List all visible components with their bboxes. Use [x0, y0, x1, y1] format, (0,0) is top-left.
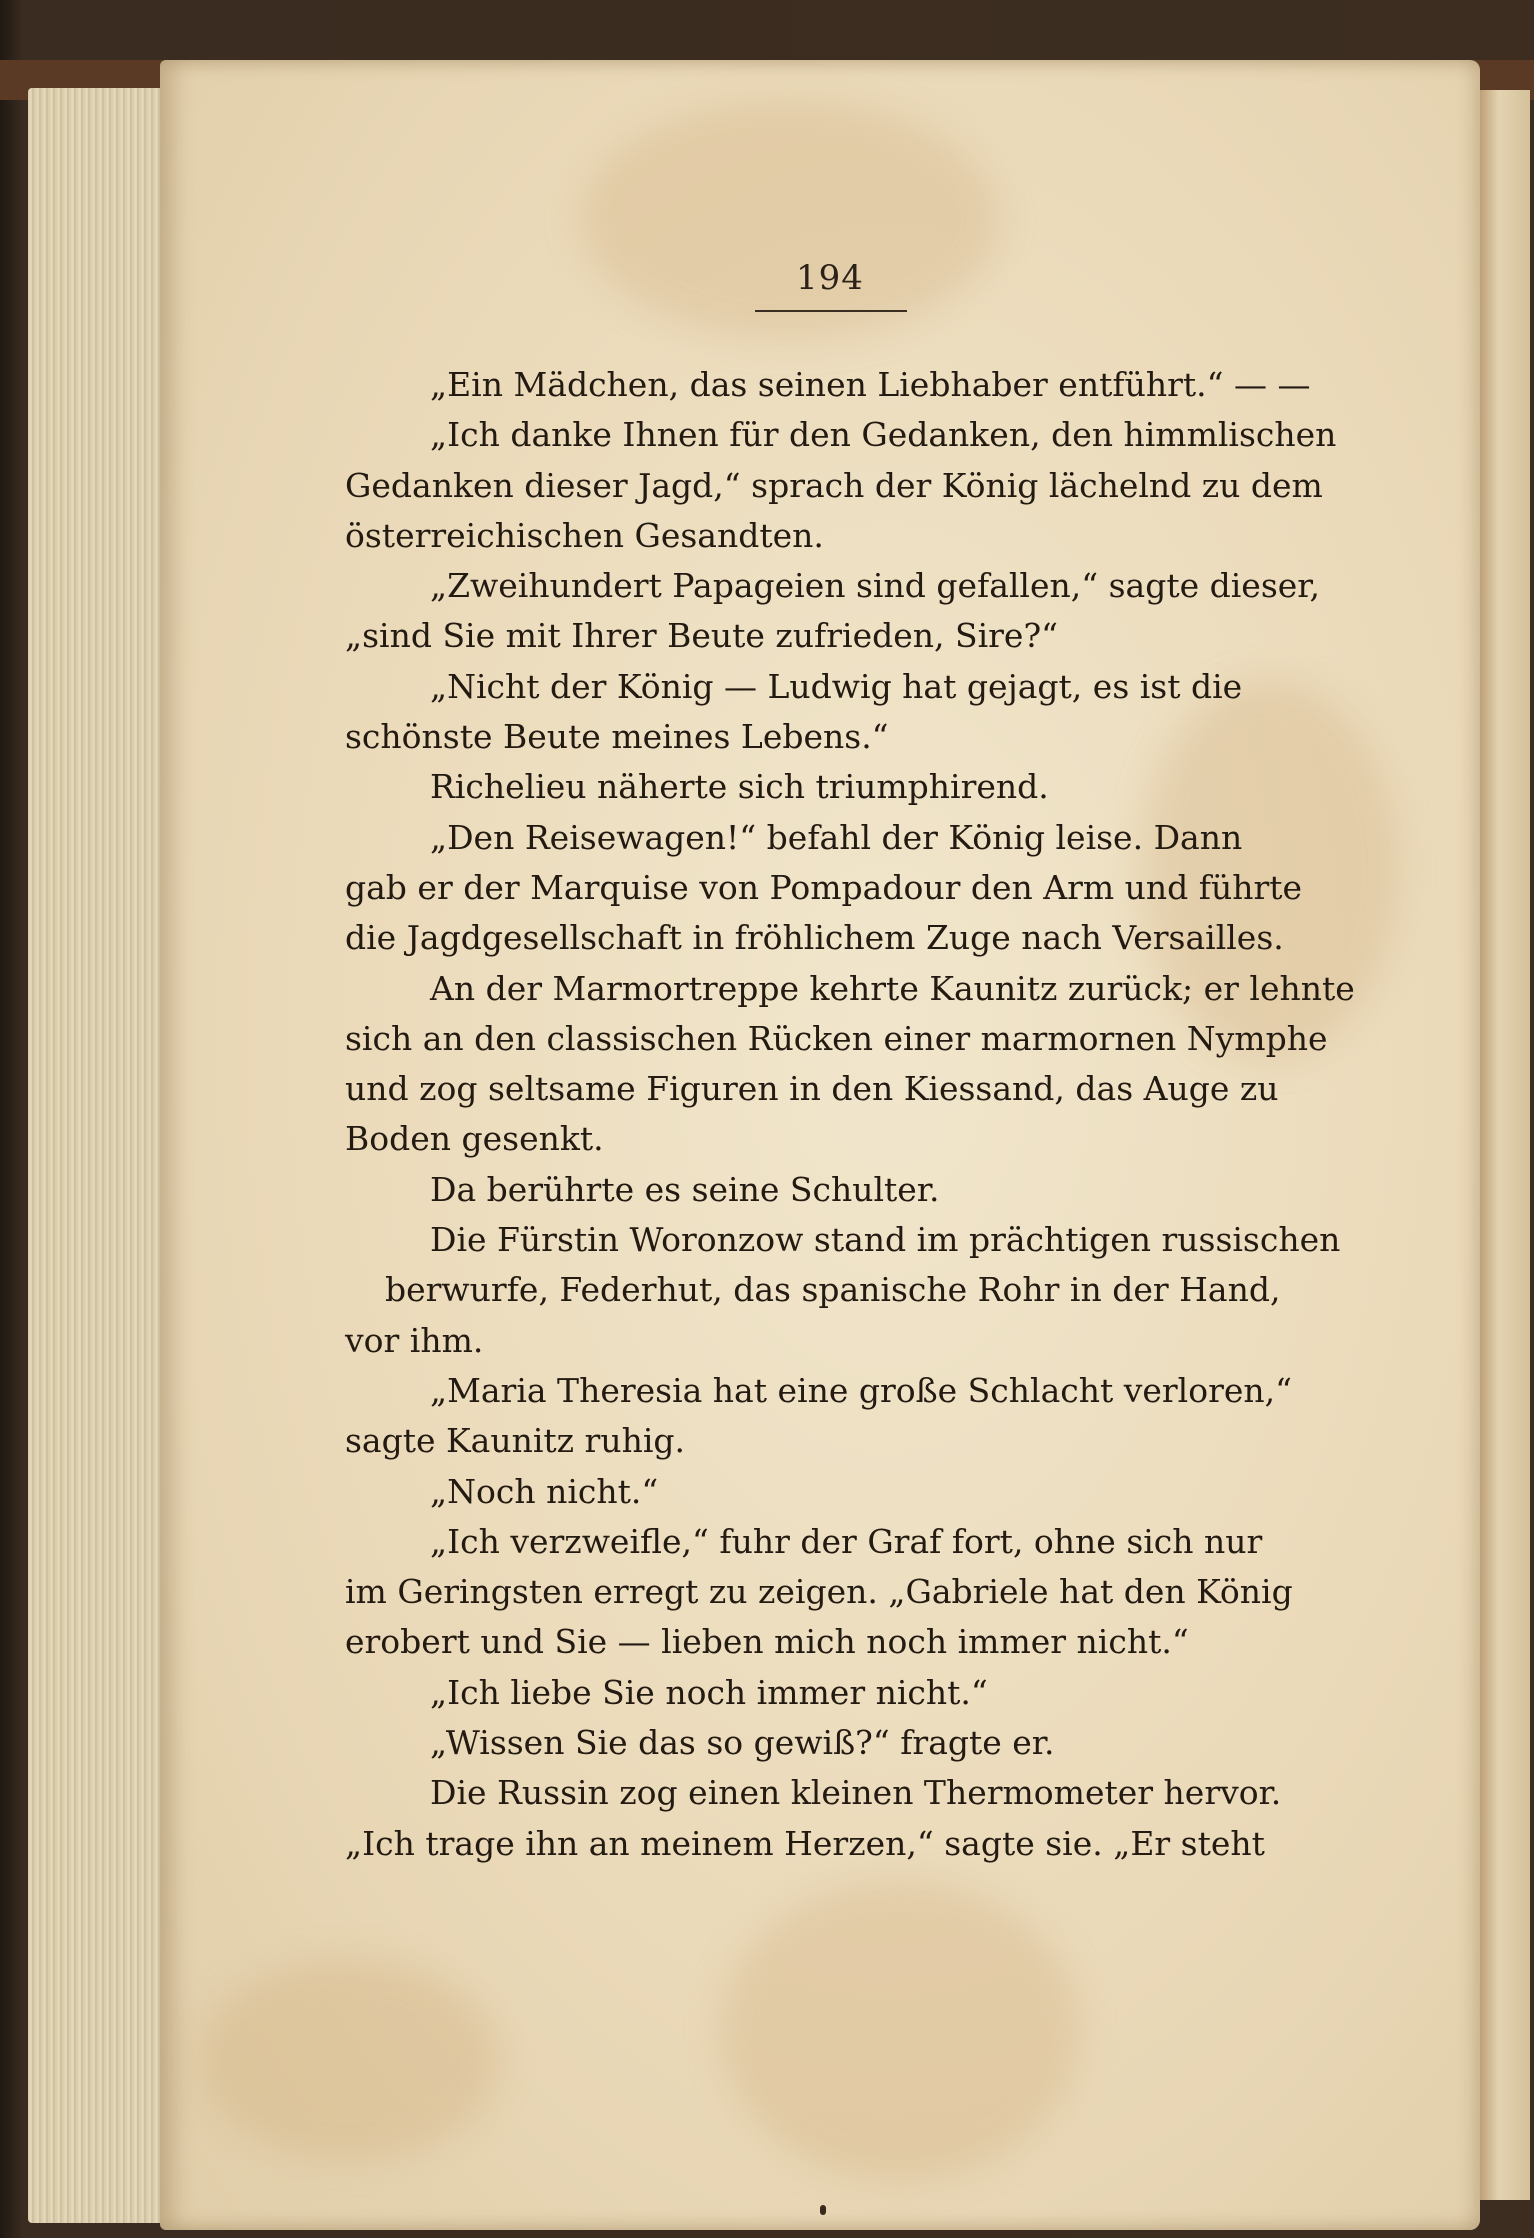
text-line: gab er der Marquise von Pompadour den Arm und führte [345, 867, 1303, 907]
paper-stain [720, 1880, 1080, 2180]
text-line: An der Marmortreppe kehrte Kaunitz zurück; er lehnte [430, 968, 1355, 1008]
text-line: Boden gesenkt. [345, 1119, 604, 1159]
text-line: sagte Kaunitz ruhig. [345, 1421, 685, 1461]
text-line: „Den Reisewagen!“ befahl der König leise. Dann [430, 817, 1243, 857]
page-number: 194 [796, 258, 864, 298]
text-line: Die Fürstin Woronzow stand im prächtigen russischen [430, 1220, 1341, 1260]
text-line: sich an den classischen Rücken einer marmornen Nymphe [345, 1018, 1328, 1058]
text-line: die Jagdgesellschaft in fröhlichem Zuge nach Versailles. [345, 918, 1284, 958]
page-edges [28, 88, 168, 2223]
text-line: schönste Beute meines Lebens.“ [345, 717, 889, 757]
paper-stain [200, 1960, 500, 2160]
text-line: „Noch nicht.“ [430, 1471, 659, 1511]
text-line: „Ich danke Ihnen für den Gedanken, den himmlischen [430, 415, 1337, 455]
facing-page-edge [1478, 90, 1530, 2200]
text-line: „Maria Theresia hat eine große Schlacht verloren,“ [430, 1370, 1293, 1410]
text-line: und zog seltsame Figuren in den Kiessand, das Auge zu [345, 1069, 1279, 1109]
body-text [345, 360, 1355, 1869]
text-line: erobert und Sie — lieben mich noch immer nicht.“ [345, 1622, 1189, 1662]
text-line: Die Russin zog einen kleinen Thermometer hervor. [430, 1773, 1282, 1813]
text-line: „Ich verzweifle,“ fuhr der Graf fort, ohne sich nur [430, 1521, 1263, 1561]
text-line: österreichischen Gesandten. [345, 515, 824, 555]
text-line: „Ich liebe Sie noch immer nicht.“ [430, 1672, 988, 1712]
text-line: Da berührte es seine Schulter. [430, 1169, 940, 1209]
text-line: „Ich trage ihn an meinem Herzen,“ sagte sie. „Er steht [345, 1823, 1265, 1863]
text-line: Richelieu näherte sich triumphirend. [430, 767, 1049, 807]
text-line: „sind Sie mit Ihrer Beute zufrieden, Sire?“ [345, 616, 1059, 656]
paper-stain [580, 100, 1000, 340]
text-line: vor ihm. [345, 1320, 484, 1360]
text-line: „Zweihundert Papageien sind gefallen,“ sagte dieser, [430, 566, 1320, 606]
page-number-rule [755, 310, 907, 312]
text-line: „Nicht der König — Ludwig hat gejagt, es ist die [430, 666, 1243, 706]
text-line: „Ein Mädchen, das seinen Liebhaber entführt.“ — — [430, 365, 1311, 404]
text-line: berwurfe, Federhut, das spanische Rohr in der Hand, [385, 1270, 1281, 1310]
ink-mark [820, 2205, 826, 2215]
text-line: Gedanken dieser Jagd,“ sprach der König lächelnd zu dem [345, 465, 1323, 505]
text-line: „Wissen Sie das so gewiß?“ fragte er. [430, 1723, 1055, 1763]
text-line: im Geringsten erregt zu zeigen. „Gabriele hat den König [345, 1572, 1293, 1612]
